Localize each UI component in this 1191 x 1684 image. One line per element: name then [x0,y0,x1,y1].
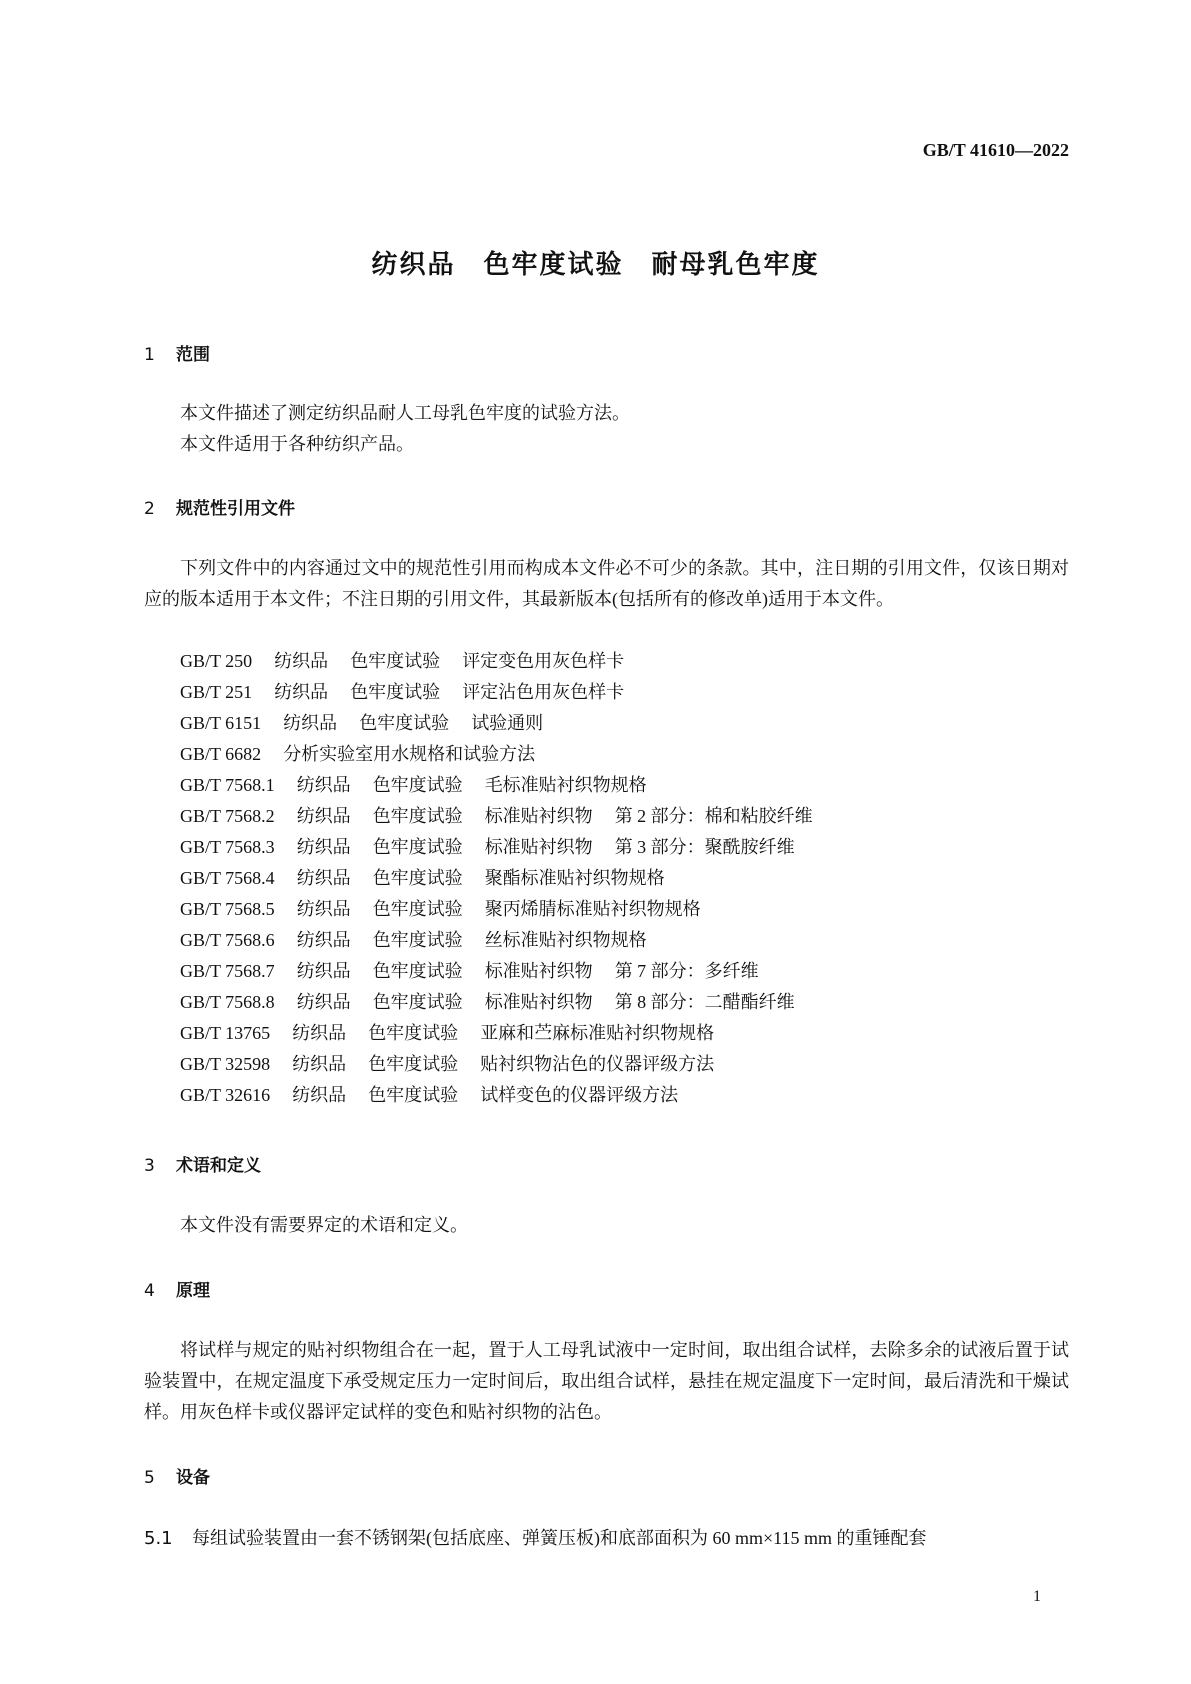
reference-title-part: 丝标准贴衬织物规格 [484,930,647,950]
document-number: GB/T 41610—2022 [922,140,1069,160]
reference-item [180,1049,835,1080]
reference-title-part: 分析实验室用水规格和试验方法 [283,744,536,764]
reference-code: GB/T 7568.7 [180,961,275,981]
reference-title-part: 第 8 部分：二醋酯纤维 [614,992,795,1012]
section-body [144,1335,1069,1428]
section-body [144,553,1069,615]
paragraph: 本文件适用于各种纺织产品。 [180,434,414,454]
reference-title-part: 纺织品 [292,1054,347,1074]
reference-title-part: 第 7 部分：多纤维 [614,961,759,981]
reference-title-part: 纺织品 [292,1023,347,1043]
reference-title-part: 标准贴衬织物 [484,992,593,1012]
reference-item [180,925,835,956]
paragraph: 本文件没有需要界定的术语和定义。 [180,1215,468,1235]
reference-code: GB/T 6682 [180,744,262,764]
title-part: 色牢度试验 [483,250,624,280]
reference-item [180,956,835,987]
reference-code: GB/T 32598 [180,1054,271,1074]
reference-item [180,801,835,832]
reference-item [180,646,835,677]
reference-title-part: 色牢度试验 [372,961,463,981]
reference-title-part: 试样变色的仪器评级方法 [480,1085,679,1105]
reference-title-part: 聚酯标准贴衬织物规格 [484,868,665,888]
reference-title-part: 色牢度试验 [372,868,463,888]
reference-title-part: 纺织品 [296,899,351,919]
reference-title-part: 色牢度试验 [359,713,450,733]
reference-title-part: 色牢度试验 [372,837,463,857]
reference-title-part: 聚丙烯腈标准贴衬织物规格 [484,899,701,919]
reference-title-part: 色牢度试验 [368,1023,459,1043]
reference-title-part: 纺织品 [296,992,351,1012]
reference-title-part: 色牢度试验 [372,899,463,919]
section-heading: 5 设备 [144,1468,210,1488]
reference-code: GB/T 7568.5 [180,899,275,919]
reference-title-part: 色牢度试验 [368,1085,459,1105]
section-body [144,1210,1069,1241]
reference-title-part: 标准贴衬织物 [484,961,593,981]
reference-item [180,708,835,739]
reference-code: GB/T 7568.2 [180,806,275,826]
reference-code: GB/T 7568.3 [180,837,275,857]
reference-code: GB/T 7568.4 [180,868,275,888]
document-title [0,244,1191,281]
reference-title-part: 纺织品 [274,651,329,671]
reference-item [180,739,835,770]
reference-title-part: 标准贴衬织物 [484,837,593,857]
title-part: 纺织品 [371,250,456,280]
reference-title-part: 色牢度试验 [368,1054,459,1074]
reference-item [180,894,835,925]
reference-title-part: 第 3 部分：聚酰胺纤维 [614,837,795,857]
reference-title-part: 标准贴衬织物 [484,806,593,826]
reference-title-part: 纺织品 [296,868,351,888]
paragraph: 下列文件中的内容通过文中的规范性引用而构成本文件必不可少的条款。其中，注日期的引用文件，仅该日期对应的版本适用于本文件；不注日期的引用文件，其最新版本(包括所有的修改单)适用于本文件。 [144,558,1069,609]
reference-title-part: 纺织品 [283,713,338,733]
reference-code: GB/T 7568.6 [180,930,275,950]
title-part: 耐母乳色牢度 [651,250,820,280]
reference-item [180,863,835,894]
reference-code: GB/T 251 [180,682,253,702]
reference-code: GB/T 250 [180,651,253,671]
paragraph: 本文件描述了测定纺织品耐人工母乳色牢度的试验方法。 [180,403,630,423]
reference-title-part: 纺织品 [296,806,351,826]
reference-item [180,832,835,863]
paragraph: 将试样与规定的贴衬织物组合在一起，置于人工母乳试液中一定时间，取出组合试样，去除多余的试液后置于试验装置中，在规定温度下承受规定压力一定时间后，取出组合试样，悬挂在规定温度下一定时间，最后清洗和干燥试样。用灰色样卡或仪器评定试样的变色和贴衬织物的沾色。 [144,1340,1069,1422]
reference-code: GB/T 7568.8 [180,992,275,1012]
reference-title-part: 评定变色用灰色样卡 [462,651,625,671]
reference-title-part: 纺织品 [296,775,351,795]
section-heading: 4 原理 [144,1281,210,1301]
reference-title-part: 试验通则 [471,713,544,733]
section-heading: 3 术语和定义 [144,1156,261,1176]
section-heading: 1 范围 [144,345,210,365]
reference-code: GB/T 32616 [180,1085,271,1105]
reference-title-part: 毛标准贴衬织物规格 [484,775,647,795]
reference-title-part: 纺织品 [296,930,351,950]
reference-title-part: 纺织品 [292,1085,347,1105]
reference-code: GB/T 6151 [180,713,262,733]
reference-item [180,987,835,1018]
reference-list [180,646,835,1111]
reference-title-part: 纺织品 [296,837,351,857]
reference-title-part: 亚麻和苎麻标准贴衬织物规格 [480,1023,715,1043]
reference-title-part: 纺织品 [274,682,329,702]
reference-item [180,770,835,801]
reference-title-part: 色牢度试验 [372,930,463,950]
reference-code: GB/T 13765 [180,1023,271,1043]
reference-item [180,1080,835,1111]
page-number: 1 [1033,1588,1041,1605]
reference-code: GB/T 7568.1 [180,775,275,795]
reference-title-part: 色牢度试验 [372,775,463,795]
clause-5-1: 5.1 每组试验装置由一套不锈钢架(包括底座、弹簧压板)和底部面积为 60 mm×115 mm 的重锤配套 [144,1528,927,1549]
reference-title-part: 贴衬织物沾色的仪器评级方法 [480,1054,715,1074]
reference-title-part: 色牢度试验 [372,992,463,1012]
reference-title-part: 第 2 部分：棉和粘胶纤维 [614,806,813,826]
reference-title-part: 纺织品 [296,961,351,981]
reference-item [180,677,835,708]
reference-title-part: 色牢度试验 [350,651,441,671]
section-heading: 2 规范性引用文件 [144,499,295,519]
reference-title-part: 评定沾色用灰色样卡 [462,682,625,702]
reference-item [180,1018,835,1049]
reference-title-part: 色牢度试验 [350,682,441,702]
section-body [144,398,1069,460]
reference-title-part: 色牢度试验 [372,806,463,826]
